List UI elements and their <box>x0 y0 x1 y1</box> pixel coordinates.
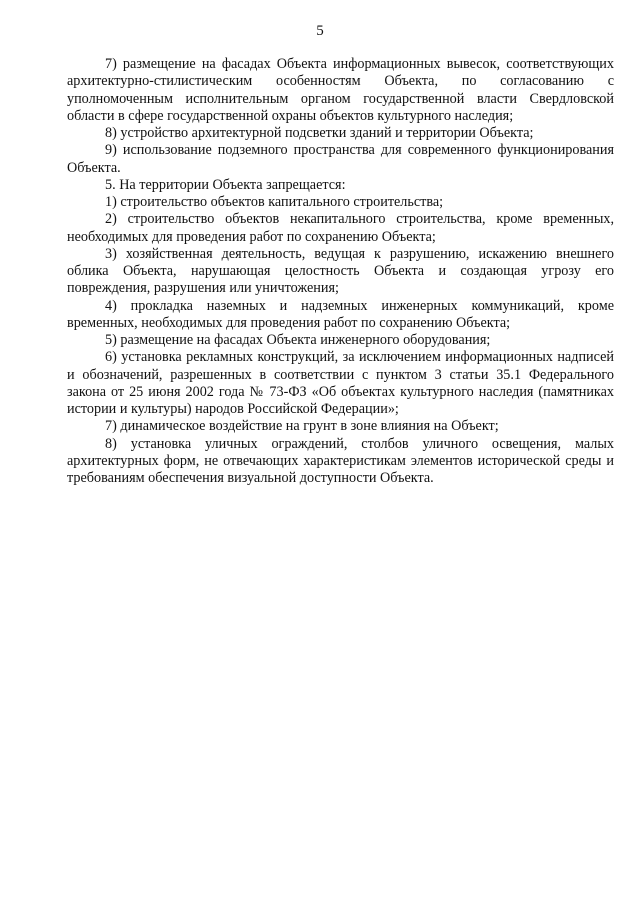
paragraph-prohibited-2-noncapital-construction: 2) строительство объектов некапитального строительства, кроме временных, необходимых для проведения работ по сохранению Объекта; <box>67 211 614 245</box>
section-5-heading: 5. На территории Объекта запрещается: <box>105 176 346 193</box>
paragraph-prohibited-3-economic-activity: 3) хозяйственная деятельность, ведущая к разрушению, искажению внешнего облика Объекта, нарушающая целостность Объекта и создающая угрозу его повреждения, разрушения или уничтожения; <box>67 245 614 297</box>
paragraph-prohibited-6-advertising: 6) установка рекламных конструкций, за исключением информационных надписей и обозначений, разрешенных в соответствии с пунктом 3 статьи 35.1 Федерального закона от 25 июня 2002 года № 73-ФЗ «Об объектах культурного наследия (памятниках истории и культуры) народов Российской Федерации»; <box>67 349 614 417</box>
paragraph-permitted-8-lighting: 8) устройство архитектурной подсветки зданий и территории Объекта; <box>105 125 534 141</box>
paragraph-permitted-7-signage: 7) размещение на фасадах Объекта информационных вывесок, соответствующих архитектурно-стилистическим особенностям Объекта, по согласованию с уполномоченным исполнительным органом государственной власти Свердловской области в сфере государственной охраны объектов культурного наследия; <box>67 56 614 124</box>
paragraph-prohibited-4-utilities: 4) прокладка наземных и надземных инженерных коммуникаций, кроме временных, необходимых для проведения работ по сохранению Объекта; <box>67 297 614 331</box>
page-number: 5 <box>316 23 324 39</box>
paragraph-prohibited-7-ground-impact: 7) динамическое воздействие на грунт в зоне влияния на Объект; <box>105 418 499 435</box>
paragraph-prohibited-8-street-fences: 8) установка уличных ограждений, столбов уличного освещения, малых архитектурных форм, не отвечающих характеристикам элементов исторической среды и требованиям обеспечения визуальной доступности Объекта. <box>67 435 614 486</box>
paragraph-prohibited-1-capital-construction: 1) строительство объектов капитального строительства; <box>105 194 444 210</box>
paragraph-prohibited-5-facade-equipment: 5) размещение на фасадах Объекта инженерного оборудования; <box>105 332 491 348</box>
document-body <box>67 56 614 487</box>
paragraph-permitted-9-underground: 9) использование подземного пространства для современного функционирования Объекта. <box>67 142 614 176</box>
